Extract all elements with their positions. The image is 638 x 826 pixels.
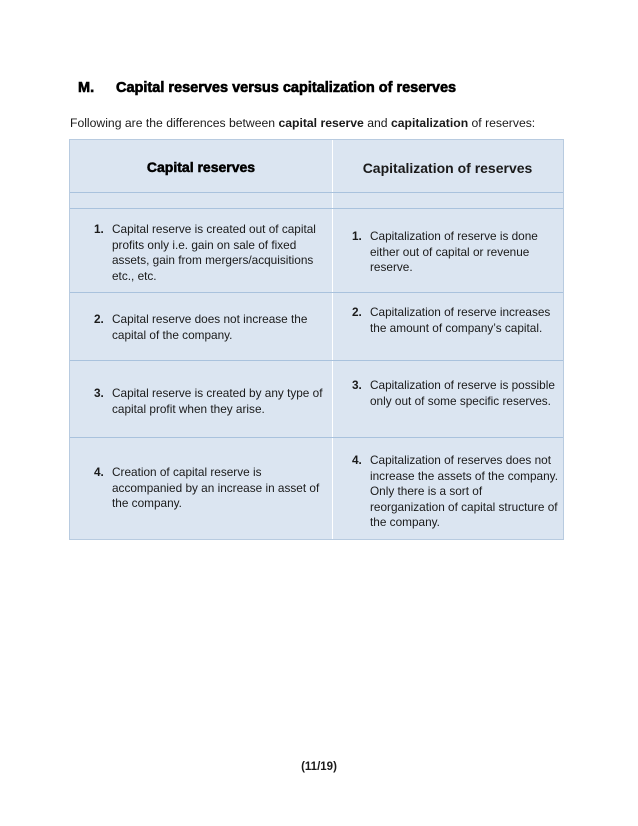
intro-bold-capital-reserve: capital reserve [278, 116, 364, 130]
table-spacer-row [70, 193, 563, 209]
header-capital-reserves: Capital reserves [146, 159, 256, 175]
table-row: 3. Capital reserve is created by any type of capital profit when they arise. 3. Capitalization of reserve is possible only out of some specific reserves. [70, 361, 563, 438]
table-row: 4. Creation of capital reserve is accompanied by an increase in asset of the company. 4. Capitalization of reserves does not increase the assets of the company. Only there is a sort of reorganization of capital structure of the company. [70, 438, 563, 539]
intro-text-before: Following are the differences between [70, 116, 279, 130]
section-letter: M. [78, 80, 95, 96]
header-capitalization-of-reserves: Capitalization of reserves [362, 160, 533, 176]
intro-text-middle: and [363, 116, 391, 130]
table-row: 2. Capital reserve does not increase the capital of the company. 2. Capitalization of reserve increases the amount of company’s capital. [70, 293, 563, 361]
table-header-row [70, 140, 563, 193]
section-title: Capital reserves versus capitalization of reserves [116, 80, 457, 96]
intro-paragraph [70, 116, 610, 130]
table-row: 1. Capital reserve is created out of capital profits only i.e. gain on sale of fixed assets, gain from mergers/acquisitions etc., etc. 1. Capitalization of reserve is done either out of capital or revenue reserve. [70, 209, 563, 293]
comparison-table [69, 139, 564, 540]
page-number: (11/19) [301, 761, 337, 773]
intro-bold-capitalization: capitalization [390, 116, 469, 130]
intro-text-after: of reserves: [468, 116, 536, 130]
section-heading [78, 80, 598, 102]
